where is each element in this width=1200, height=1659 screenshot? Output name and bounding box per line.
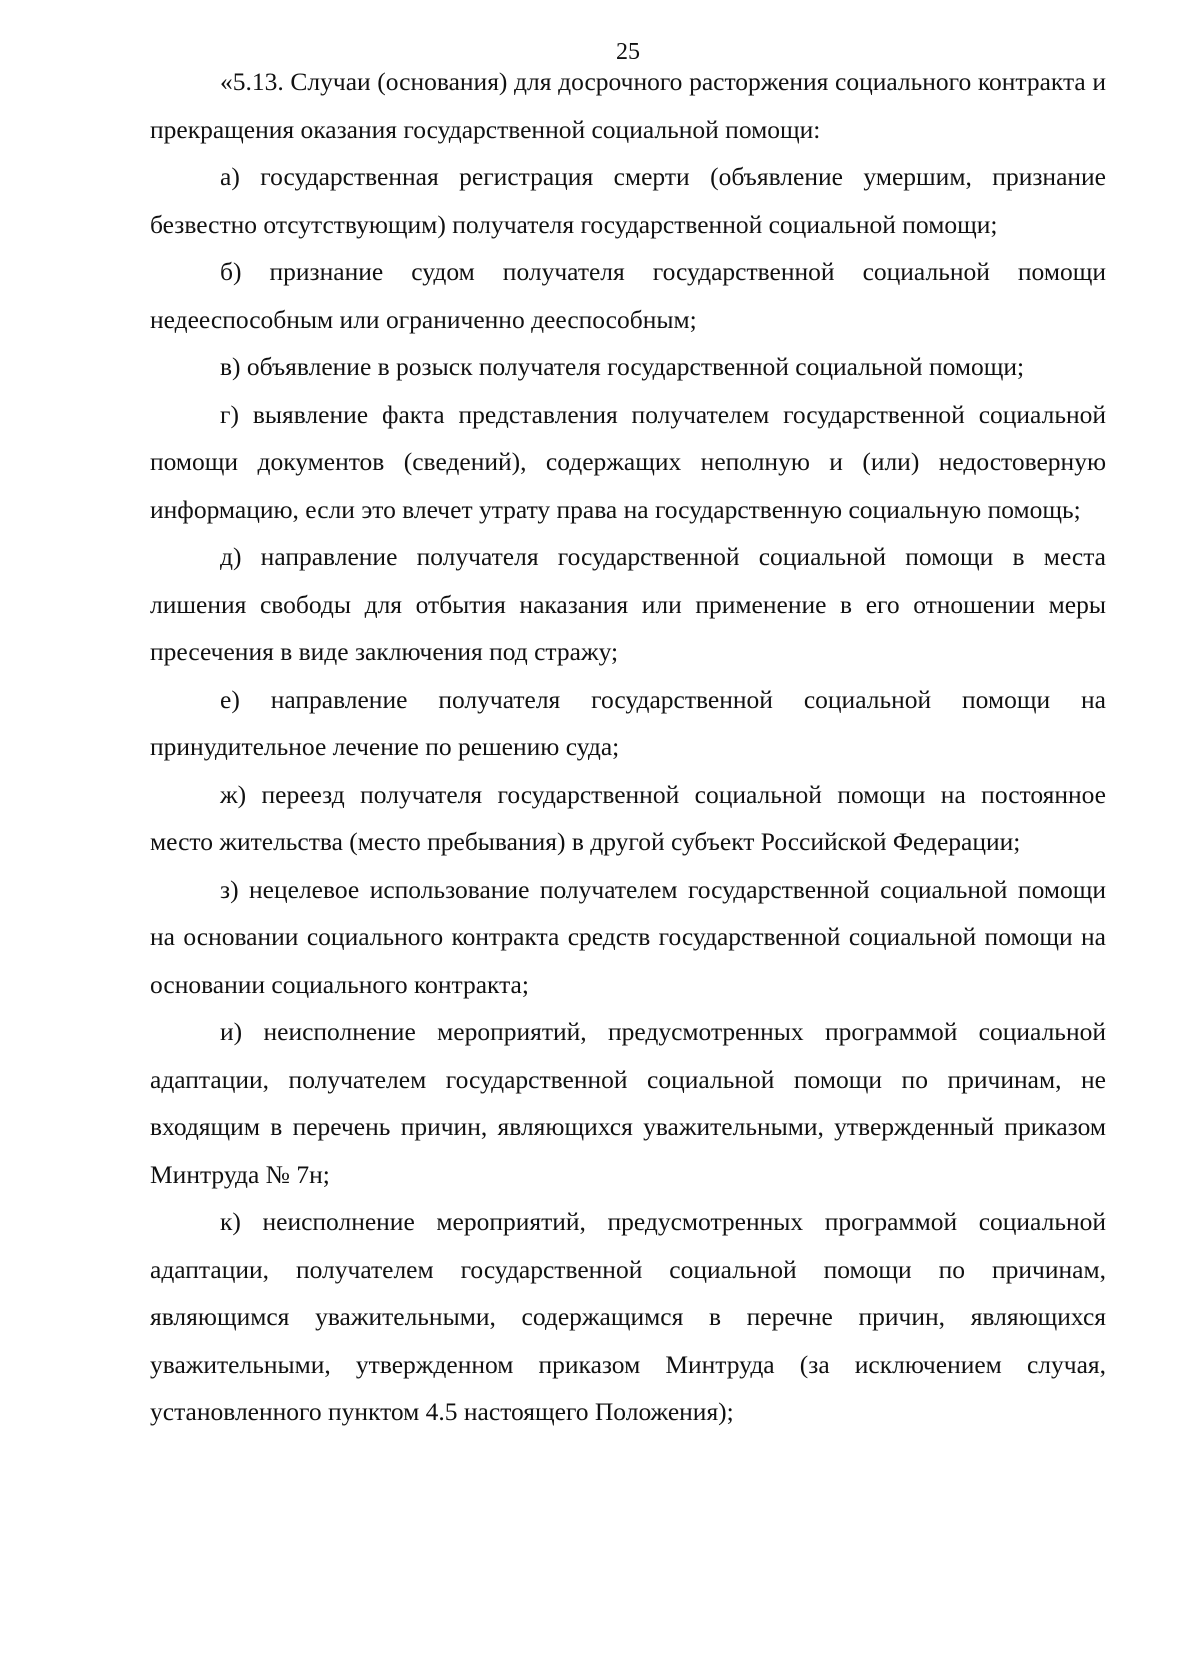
paragraph-item-g: г) выявление факта представления получателем государственной социальной помощи документов (сведений), содержащих неполную и (или) недостоверную информацию, если это влечет утрату права на государственную социальную помощь;	[150, 399, 1106, 524]
document-body	[150, 58, 1106, 1436]
paragraph-5-13-heading: «5.13. Случаи (основания) для досрочного расторжения социального контракта и прекращения оказания государственной социальной помощи:	[150, 67, 1106, 144]
page-number: 25	[616, 39, 640, 65]
paragraph-item-v: в) объявление в розыск получателя государственной социальной помощи;	[220, 352, 1025, 381]
paragraph-item-d: д) направление получателя государственной социальной помощи в места лишения свободы для отбытия наказания или применение в его отношении меры пресечения в виде заключения под стражу;	[150, 542, 1106, 666]
paragraph-item-a: а) государственная регистрация смерти (объявление умершим, признание безвестно отсутствующим) получателя государственной социальной помощи;	[150, 162, 1106, 239]
paragraph-item-k: к) неисполнение мероприятий, предусмотренных программой социальной адаптации, получателем государственной социальной помощи по причинам, являющимся уважительными, содержащимся в перечне причин, являющихся уважительными, утвержденном приказом Минтруда (за исключением случая, установленного пунктом 4.5 настоящего Положения);	[150, 1207, 1106, 1426]
paragraph-item-z: з) нецелевое использование получателем государственной социальной помощи на основании социального контракта средств государственной социальной помощи на основании социального контракта;	[150, 874, 1106, 999]
paragraph-item-i: и) неисполнение мероприятий, предусмотренных программой социальной адаптации, получателем государственной социальной помощи по причинам, не входящим в перечень причин, являющихся уважительными, утвержденный приказом Минтруда № 7н;	[150, 1017, 1106, 1189]
paragraph-item-b: б) признание судом получателя государственной социальной помощи недееспособным или ограниченно дееспособным;	[150, 257, 1106, 334]
paragraph-item-e: е) направление получателя государственной социальной помощи на принудительное лечение по решению суда;	[150, 684, 1106, 761]
paragraph-item-zh: ж) переезд получателя государственной социальной помощи на постоянное место жительства (место пребывания) в другой субъект Российской Федерации;	[150, 779, 1106, 856]
